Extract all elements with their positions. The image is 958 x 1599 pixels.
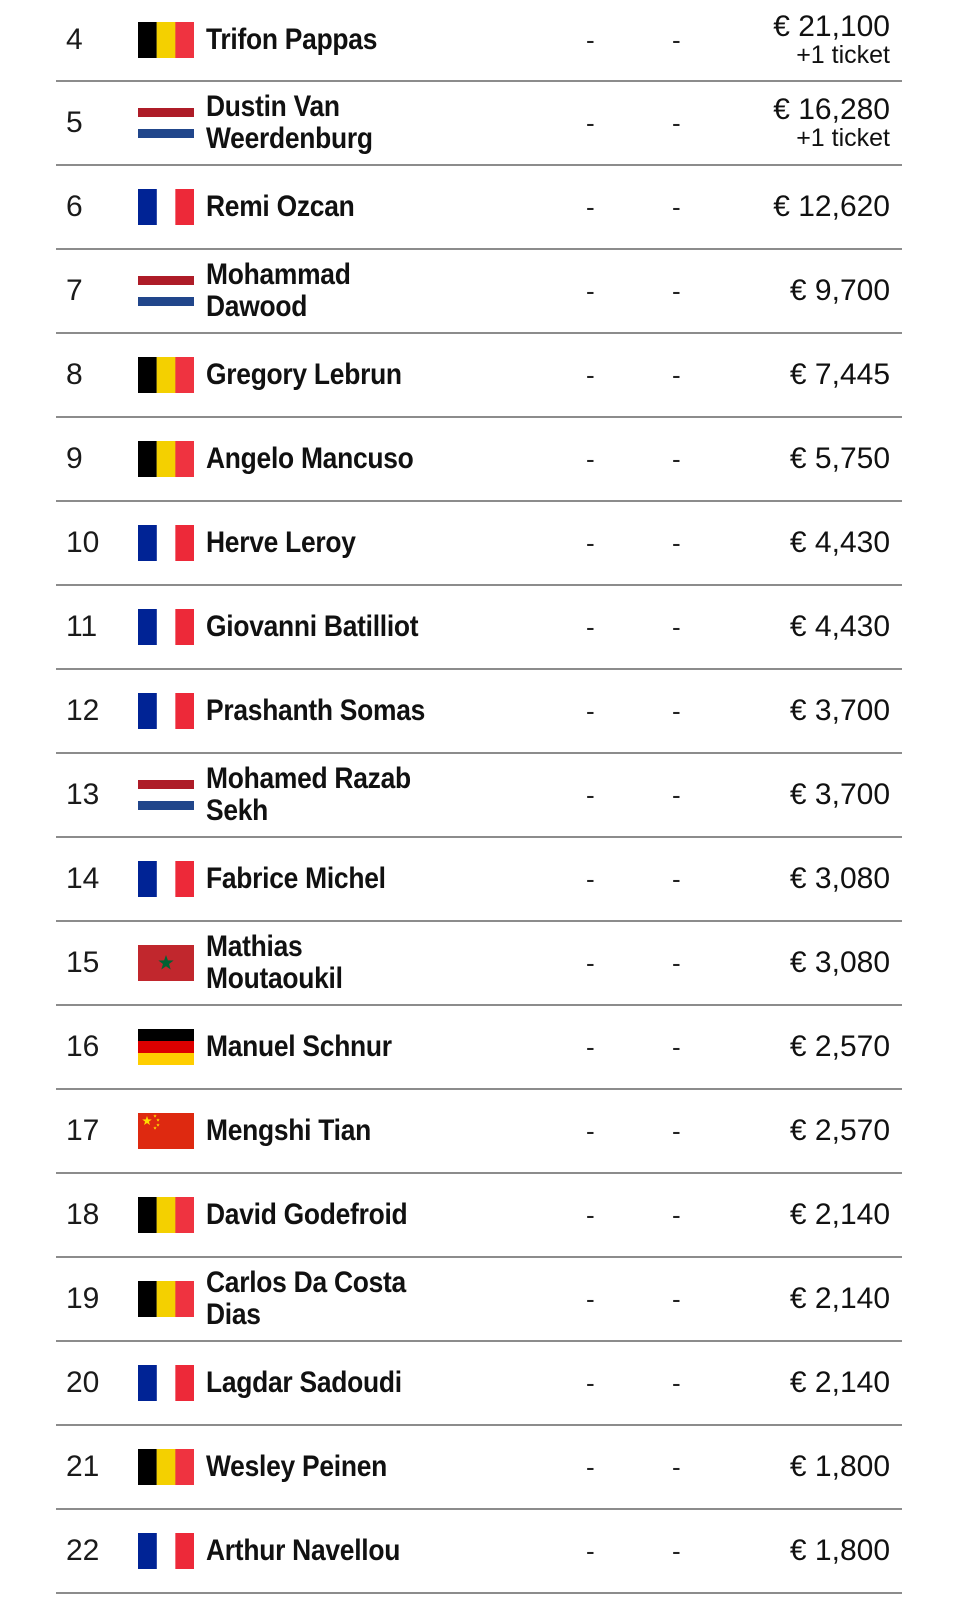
prize-amount: € 3,080 — [789, 862, 890, 895]
prize-amount: € 2,140 — [789, 1282, 890, 1315]
rank-cell: 15 — [66, 946, 100, 979]
stat-cell-1: - — [586, 1199, 595, 1230]
player-name[interactable] — [206, 1258, 470, 1340]
prize-cell — [790, 1510, 890, 1592]
table-row-12[interactable] — [56, 670, 902, 754]
stat-cell-2: - — [672, 695, 681, 726]
player-name-line: Dustin Van — [206, 90, 340, 123]
rank-cell: 21 — [66, 1450, 100, 1483]
player-name[interactable] — [206, 250, 470, 332]
player-name-line: Lagdar Sadoudi — [206, 1366, 402, 1399]
prize-amount: € 12,620 — [773, 190, 890, 223]
stat-cell-2: - — [672, 1115, 681, 1146]
stat-cell-1: - — [586, 527, 595, 558]
player-name-line: Sekh — [206, 794, 269, 827]
prize-cell — [790, 250, 890, 332]
prize-amount: € 4,430 — [789, 526, 890, 559]
player-name[interactable] — [206, 838, 470, 920]
stat-cell-1: - — [586, 191, 595, 222]
france-flag-icon — [138, 861, 194, 897]
prize-amount: € 16,280 — [773, 93, 890, 126]
stat-cell-1: - — [586, 1367, 595, 1398]
player-name[interactable] — [206, 82, 470, 164]
stat-cell-2: - — [672, 359, 681, 390]
germany-flag-icon — [138, 1029, 194, 1065]
prize-cell — [773, 166, 890, 248]
player-name[interactable] — [206, 334, 470, 416]
rank-cell: 8 — [66, 358, 83, 391]
player-name-line: Mengshi Tian — [206, 1114, 372, 1147]
france-flag-icon — [138, 609, 194, 645]
prize-amount: € 2,570 — [789, 1114, 890, 1147]
table-row-4[interactable] — [56, 0, 902, 82]
rank-cell: 12 — [66, 694, 100, 727]
prize-amount: € 9,700 — [789, 274, 890, 307]
player-name[interactable] — [206, 1342, 470, 1424]
stat-cell-1: - — [586, 1451, 595, 1482]
player-name-line: Dawood — [206, 290, 308, 323]
stat-cell-2: - — [672, 1535, 681, 1566]
player-name[interactable] — [206, 502, 470, 584]
prize-amount: € 3,080 — [789, 946, 890, 979]
stat-cell-1: - — [586, 779, 595, 810]
player-name[interactable] — [206, 0, 470, 80]
table-row-8[interactable] — [56, 334, 902, 418]
player-name-line: Moutaoukil — [206, 962, 343, 995]
stat-cell-2: - — [672, 1283, 681, 1314]
player-name[interactable] — [206, 1510, 470, 1592]
rank-cell: 20 — [66, 1366, 100, 1399]
table-row-21[interactable] — [56, 1426, 902, 1510]
prize-amount: € 2,140 — [789, 1198, 890, 1231]
player-name-line: Wesley Peinen — [206, 1450, 387, 1483]
stat-cell-2: - — [672, 1367, 681, 1398]
rank-cell: 13 — [66, 778, 100, 811]
belgium-flag-icon — [138, 357, 194, 393]
prize-cell — [790, 1006, 890, 1088]
netherlands-flag-icon — [138, 777, 194, 813]
prize-amount: € 2,570 — [789, 1030, 890, 1063]
table-row-5[interactable] — [56, 82, 902, 166]
prize-cell — [790, 586, 890, 668]
prize-cell — [790, 418, 890, 500]
player-name-line: Mohamed Razab — [206, 762, 411, 795]
player-name-line: Prashanth Somas — [206, 694, 426, 727]
rank-cell: 16 — [66, 1030, 100, 1063]
france-flag-icon — [138, 525, 194, 561]
prize-cell — [790, 754, 890, 836]
prize-amount: € 21,100 — [773, 10, 890, 43]
player-name[interactable] — [206, 166, 470, 248]
player-name[interactable] — [206, 1174, 470, 1256]
player-name[interactable] — [206, 670, 470, 752]
table-row-10[interactable] — [56, 502, 902, 586]
table-row-6[interactable] — [56, 166, 902, 250]
prize-cell — [790, 670, 890, 752]
player-name-line: Dias — [206, 1298, 261, 1331]
prize-amount: € 2,140 — [789, 1366, 890, 1399]
prize-extra: +1 ticket — [796, 124, 890, 152]
france-flag-icon — [138, 189, 194, 225]
stat-cell-2: - — [672, 611, 681, 642]
rank-cell: 19 — [66, 1282, 100, 1315]
player-name-line: Arthur Navellou — [206, 1534, 401, 1567]
table-row-9[interactable] — [56, 418, 902, 502]
rank-cell: 5 — [66, 106, 83, 139]
stat-cell-1: - — [586, 24, 595, 55]
prize-cell — [790, 922, 890, 1004]
prize-cell — [790, 1258, 890, 1340]
player-name-line: Mohammad — [206, 258, 351, 291]
prize-cell — [773, 82, 890, 164]
table-row-17[interactable] — [56, 1090, 902, 1174]
player-name[interactable] — [206, 754, 470, 836]
player-name-line: Herve Leroy — [206, 526, 356, 559]
stat-cell-2: - — [672, 191, 681, 222]
morocco-flag-icon — [138, 945, 194, 981]
rank-cell: 17 — [66, 1114, 100, 1147]
stat-cell-2: - — [672, 779, 681, 810]
player-name-line: Weerdenburg — [206, 122, 373, 155]
table-row-11[interactable] — [56, 586, 902, 670]
player-name[interactable] — [206, 1090, 470, 1172]
prize-amount: € 7,445 — [789, 358, 890, 391]
stat-cell-1: - — [586, 611, 595, 642]
player-name-line: Carlos Da Costa — [206, 1266, 406, 1299]
belgium-flag-icon — [138, 1197, 194, 1233]
stat-cell-1: - — [586, 947, 595, 978]
prize-cell — [790, 1426, 890, 1508]
france-flag-icon — [138, 1365, 194, 1401]
rank-cell: 4 — [66, 23, 83, 56]
stat-cell-2: - — [672, 1199, 681, 1230]
player-name[interactable] — [206, 1006, 470, 1088]
prize-amount: € 3,700 — [789, 778, 890, 811]
prize-cell — [790, 502, 890, 584]
france-flag-icon — [138, 693, 194, 729]
france-flag-icon — [138, 1533, 194, 1569]
table-row-19[interactable] — [56, 1258, 902, 1342]
stat-cell-2: - — [672, 275, 681, 306]
netherlands-flag-icon — [138, 105, 194, 141]
player-name-line: Remi Ozcan — [206, 190, 355, 223]
player-name-line: David Godefroid — [206, 1198, 408, 1231]
player-name-line: Angelo Mancuso — [206, 442, 414, 475]
stat-cell-1: - — [586, 443, 595, 474]
player-name-line: Manuel Schnur — [206, 1030, 392, 1063]
rank-cell: 10 — [66, 526, 100, 559]
belgium-flag-icon — [138, 1281, 194, 1317]
stat-cell-1: - — [586, 1031, 595, 1062]
prize-cell — [790, 1090, 890, 1172]
prize-amount: € 3,700 — [789, 694, 890, 727]
player-name[interactable] — [206, 586, 470, 668]
stat-cell-2: - — [672, 1031, 681, 1062]
prize-amount: € 4,430 — [789, 610, 890, 643]
table-row-20[interactable] — [56, 1342, 902, 1426]
stat-cell-1: - — [586, 107, 595, 138]
table-row-22[interactable] — [56, 1510, 902, 1594]
prize-cell — [773, 0, 890, 80]
player-name[interactable] — [206, 418, 470, 500]
player-name[interactable] — [206, 922, 470, 1004]
prize-cell — [790, 334, 890, 416]
stat-cell-1: - — [586, 275, 595, 306]
table-row-14[interactable] — [56, 838, 902, 922]
player-name-line: Mathias — [206, 930, 303, 963]
stat-cell-1: - — [586, 359, 595, 390]
rank-cell: 6 — [66, 190, 83, 223]
player-name-line: Fabrice Michel — [206, 862, 386, 895]
player-name-line: Trifon Pappas — [206, 23, 378, 56]
stat-cell-2: - — [672, 863, 681, 894]
stat-cell-1: - — [586, 863, 595, 894]
china-flag-icon — [138, 1113, 194, 1149]
stat-cell-1: - — [586, 1535, 595, 1566]
stat-cell-1: - — [586, 1115, 595, 1146]
prize-cell — [790, 1342, 890, 1424]
prize-extra: +1 ticket — [796, 41, 890, 69]
player-name-line: Gregory Lebrun — [206, 358, 402, 391]
belgium-flag-icon — [138, 22, 194, 58]
stat-cell-2: - — [672, 1451, 681, 1482]
player-name-line: Giovanni Batilliot — [206, 610, 419, 643]
table-row-18[interactable] — [56, 1174, 902, 1258]
rank-cell: 14 — [66, 862, 100, 895]
prize-cell — [790, 1174, 890, 1256]
belgium-flag-icon — [138, 441, 194, 477]
player-name[interactable] — [206, 1426, 470, 1508]
table-row-15[interactable] — [56, 922, 902, 1006]
prize-cell — [790, 838, 890, 920]
table-row-16[interactable] — [56, 1006, 902, 1090]
stat-cell-2: - — [672, 443, 681, 474]
stat-cell-2: - — [672, 527, 681, 558]
rank-cell: 9 — [66, 442, 83, 475]
prize-amount: € 1,800 — [789, 1534, 890, 1567]
prize-amount: € 5,750 — [789, 442, 890, 475]
rank-cell: 22 — [66, 1534, 100, 1567]
netherlands-flag-icon — [138, 273, 194, 309]
stat-cell-1: - — [586, 1283, 595, 1314]
belgium-flag-icon — [138, 1449, 194, 1485]
stat-cell-1: - — [586, 695, 595, 726]
table-row-13[interactable] — [56, 754, 902, 838]
table-row-7[interactable] — [56, 250, 902, 334]
stat-cell-2: - — [672, 947, 681, 978]
prize-amount: € 1,800 — [789, 1450, 890, 1483]
stat-cell-2: - — [672, 107, 681, 138]
rank-cell: 7 — [66, 274, 83, 307]
stat-cell-2: - — [672, 24, 681, 55]
rank-cell: 18 — [66, 1198, 100, 1231]
rank-cell: 11 — [66, 610, 98, 643]
results-table — [56, 0, 902, 1594]
